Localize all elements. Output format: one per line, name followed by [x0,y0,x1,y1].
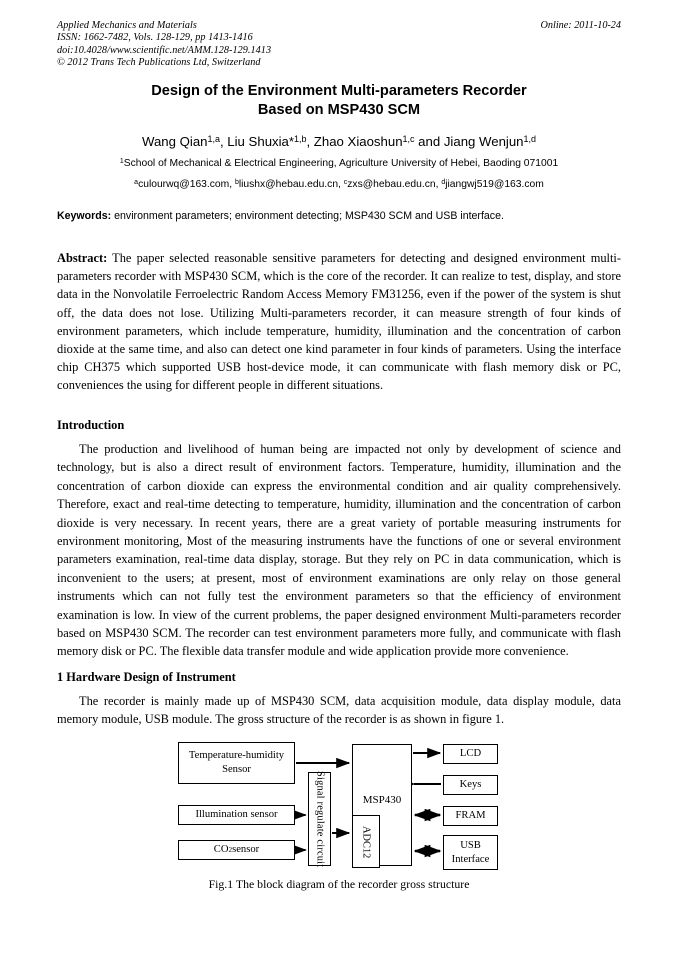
section-heading-introduction: Introduction [57,418,125,432]
signal-regulate-circuit-label: Signal regulate circuit [314,770,326,868]
journal-doi: doi:10.4028/www.scientific.net/AMM.128-129.1413 [57,44,272,56]
diagram-block-signal-regulate-circuit [308,772,331,866]
journal-name: Applied Mechanics and Materials [57,20,197,31]
diagram-block-keys: Keys [443,775,498,795]
temp-sensor-label-line1: Temperature-humidity [188,750,285,761]
diagram-block-co2-sensor: CO 2 sensor [178,840,295,860]
journal-issn-volume: ISSN: 1662-7482, Vols. 128-129, pp 1413-1416 [57,32,253,44]
title-line-2: Based on MSP430 SCM [257,102,421,118]
abstract-text: The paper selected reasonable sensitive parameters for detecting and designed environment multi-parameters recorder with MSP430 SCM, which is the core of the recorder. It can realize to test, display, and store data in the Nonvolatile Ferroelectric Random Access Memory FM31256, even if the power of the system is shut off, the data does not lose. Utilizing Multi-parameters recorder, it can measure strength of four kinds of environment parameters, which include temperature, humidity, illumination and the concentration of carbon dioxide at the same time, and also can detect one kind parameter in four kinds of parameters. Using the interface chip CH375 which supported USB host-device mode, it can communicate with flash memory disk or PC, conveniences the using for different people in different situations. [57,251,621,393]
adc12-label: ADC12 [360,825,372,858]
section-heading-hardware-design: 1 Hardware Design of Instrument [57,670,236,684]
hardware-design-paragraph: The recorder is mainly made up of MSP430 SCM, data acquisition module, data display module, data memory module, USB module. The gross structure of the recorder is as shown in figure 1. [57,694,621,727]
diagram-block-lcd: LCD [443,744,498,764]
page-title [57,82,621,120]
msp430-label: MSP430 [362,794,402,806]
usb-label-line2: Interface [451,853,490,865]
diagram-block-fram: FRAM [443,806,498,826]
journal-header [57,20,621,69]
title-line-1: Design of the Environment Multi-parameters Recorder [151,83,527,99]
online-date: Online: 2011-10-24 [540,20,621,31]
figure-1-block-diagram [0,735,678,880]
diagram-block-illumination-sensor: Illumination sensor [178,805,295,825]
diagram-block-temperature-humidity-sensor [178,742,295,784]
affiliation: $^1$School of Mechanical & Electrical Engineering, Agriculture University of Hebei, Baoding 071001 [119,158,559,169]
figure-1-caption: Fig.1 The block diagram of the recorder gross structure [208,877,470,891]
temp-sensor-label-line2: Sensor [222,764,251,775]
author-emails: $^a$culourwq@163.com, $^b$liushx@hebau.edu.cn, $^c$zxs@hebau.edu.cn, $^d$jiangwj519@163.com [134,179,544,190]
journal-copyright: © 2012 Trans Tech Publications Ltd, Switzerland [57,56,261,68]
diagram-connectors [0,735,678,880]
abstract-block [57,249,621,395]
usb-label-line1: USB [460,839,481,851]
journal-info-block [57,20,271,69]
keywords-block [57,209,621,224]
introduction-paragraph: The production and livelihood of human being are impacted not only by development of science and technology, but is also a direct result of environment factors. Temperature, humidity, illumination and the concentration of carbon dioxide can express the environmental condition and air quality comprehensively. Therefore, exact and real-time detecting to temperature, humidity, illumination and the concentration of carbon dioxide is very necessary. In recent years, there are a great variety of portable measuring instruments for environment monitoring, Most of the measuring instruments have the functions of one or several environment parameters examination, real-time data display, storage. But they rely on PC in data communication, which is inconvenient to the users; at present, most of environment examinations are only relay on those general instruments which can not fully test the environment parameters so that the efficiency of environment examination is low. In view of the current problems, the paper designed environment Multi-parameters recorder based on MSP430 SCM. The recorder can test environment parameters more fully, and communicate with flash memory disk or PC. The flexible data transfer module and wide application provide more convenience. [57,442,621,659]
diagram-block-usb-interface [443,835,498,870]
abstract-label: Abstract: [57,251,108,265]
keywords-text: environment parameters; environment detecting; MSP430 SCM and USB interface. [114,210,504,222]
keywords-label: Keywords: [57,210,112,222]
author-list: Wang Qian$^{1,a}$, Liu Shuxia*$^{1,b}$, Zhao Xiaoshun$^{1,c}$ and Jiang Wenjun$^{1,d}$ [142,134,536,149]
diagram-block-adc12 [352,815,380,868]
diagram-block-msp430 [352,744,412,866]
